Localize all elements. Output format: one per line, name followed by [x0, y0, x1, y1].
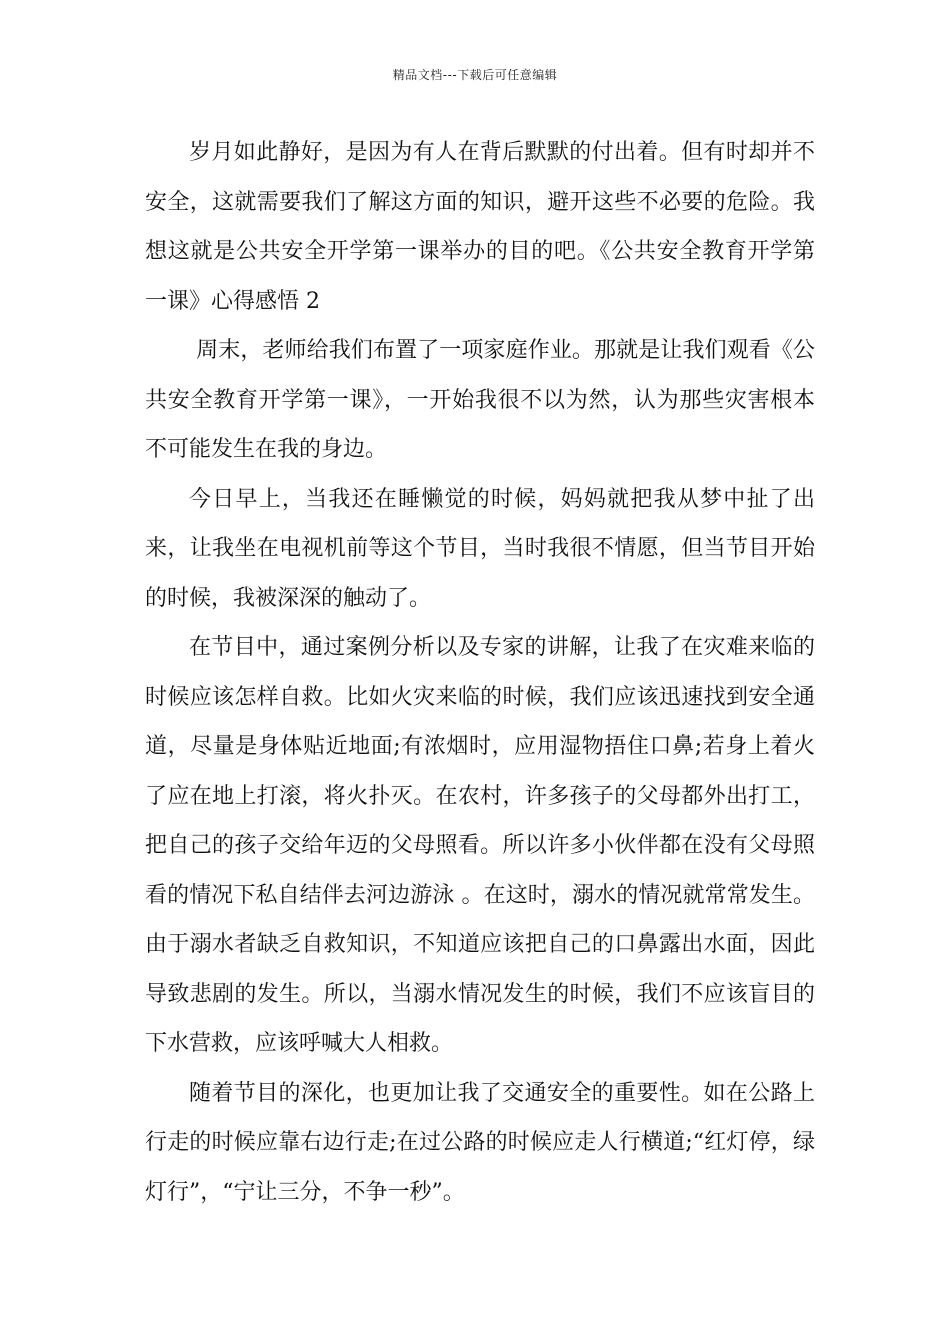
paragraph-4: 在节目中，通过案例分析以及专家的讲解，让我了在灾难来临的时候应该怎样自救。比如火灾来临的时候，我们应该迅速找到安全通道，尽量是身体贴近地面;有浓烟时，应用湿物捂住口鼻;若身上着火了应在地上打滚，将火扑灭。在农村，许多孩子的父母都外出打工，把自己的孩子交给年迈的父母照看。所以许多小伙伴都在没有父母照看的情况下私自结伴去河边游泳 。在这时，溺水的情况就常常发生。由于溺水者缺乏自救知识，不知道应该把自己的口鼻露出水面，因此导致悲剧的发生。所以，当溺水情况发生的时候，我们不应该盲目的下水营救，应该呼喊大人相救。: [145, 635, 815, 1056]
paragraph-3: 今日早上，当我还在睡懒觉的时候，妈妈就把我从梦中扯了出来，让我坐在电视机前等这个节目，当时我很不情愿，但当节目开始的时候，我被深深的触动了。: [145, 486, 815, 611]
document-body: [145, 128, 815, 1217]
paragraph-2: 周末，老师给我们布置了一项家庭作业。那就是让我们观看《公共安全教育开学第一课》，一开始我很不以为然，认为那些灾害根本不可能发生在我的身边。: [145, 338, 815, 462]
paragraph-5: 随着节目的深化，也更加让我了交通安全的重要性。如在公路上行走的时候应靠右边行走;在过公路的时候应走人行横道;“红灯停，绿灯行”，“宁让三分，不争一秒”。: [145, 1080, 815, 1205]
paragraph-1: 岁月如此静好，是因为有人在背后默默的付出着。但有时却并不安全，这就需要我们了解这方面的知识，避开这些不必要的危险。我想这就是公共安全开学第一课举办的目的吧。《公共安全教育开学第一课》心得感悟 2: [145, 140, 815, 314]
page-header: 精品文档---下载后可任意编辑: [392, 68, 558, 82]
